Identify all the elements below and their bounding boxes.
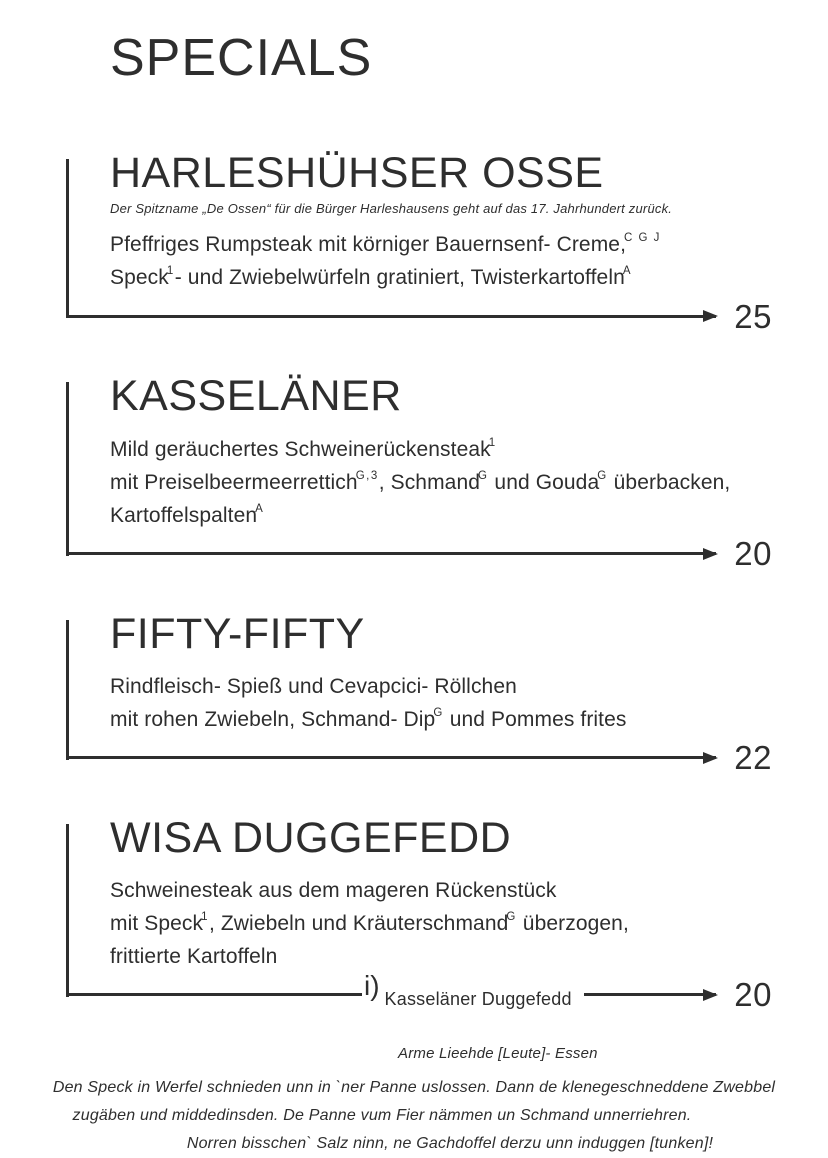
menu-item-title: FIFTY-FIFTY [110, 609, 365, 658]
description-text: Schweinesteak aus dem mageren Rückenstück [110, 878, 557, 902]
allergen-superscript: G,3 [355, 469, 379, 482]
description-text: mit Preiselbeermeerrettich [110, 470, 358, 494]
menu-item [0, 372, 828, 573]
description-text: Pfeffriges Rumpsteak mit körniger Bauernsenf- Creme, [110, 233, 627, 257]
allergen-superscript: G [478, 469, 489, 482]
description-text: Rindfleisch- Spieß und Cevapcici- Röllchen [110, 674, 517, 698]
allergen-superscript: G [433, 706, 444, 719]
price-line-first-segment [66, 993, 362, 996]
price-row [66, 969, 772, 1015]
price-line [584, 993, 717, 996]
arrow-right-icon [703, 548, 718, 560]
allergen-superscript: 1 [166, 265, 175, 278]
recipe-footer-line: Norren bisschen` Salz ninn, ne Gachdoffel derzu unn induggen [tunken]! [186, 1134, 714, 1152]
description-line [110, 433, 828, 466]
menu-item-description [0, 433, 828, 532]
bracket-line [66, 382, 69, 555]
price-row [66, 534, 772, 574]
allergen-superscript: C G J [624, 232, 661, 245]
description-text: mit Speck [110, 911, 204, 935]
page-title: SPECIALS [110, 29, 373, 87]
description-text: Kartoffelspalten [110, 503, 258, 527]
description-line [110, 940, 828, 973]
menu-item-title: KASSELÄNER [110, 372, 402, 421]
menu-item-description [0, 670, 828, 736]
description-text: frittierte Kartoffeln [110, 944, 278, 968]
price-value: 25 [734, 297, 772, 335]
price-line [66, 552, 716, 555]
description-text: und Gouda [488, 470, 600, 494]
price-value: 20 [734, 535, 772, 572]
description-text: überzogen, [516, 911, 629, 935]
description-line [110, 228, 828, 261]
recipe-footer [0, 1074, 828, 1158]
description-text: , Zwiebeln und Kräuterschmand [209, 911, 509, 935]
bracket-line [66, 620, 69, 760]
price-note-marker: i) [364, 969, 380, 1001]
arrow-right-icon [703, 310, 718, 322]
bracket-line [66, 824, 69, 997]
description-text: überbacken, [607, 470, 731, 494]
price-value: 20 [734, 976, 772, 1014]
bracket-line [66, 159, 69, 318]
description-line [110, 874, 828, 907]
description-text: , Schmand [378, 470, 481, 494]
recipe-footer-line: Den Speck in Werfel schnieden unn in `ner Panne uslossen. Dann de klenegeschneddene Zwebbel [52, 1078, 776, 1096]
arrow-right-icon [703, 989, 718, 1001]
description-line [110, 499, 828, 532]
allergen-superscript: G [506, 910, 517, 923]
description-text: Mild geräuchertes Schweinerückensteak [110, 437, 491, 461]
description-line [110, 466, 828, 499]
allergen-superscript: 1 [488, 436, 497, 449]
menu-item-title: WISA DUGGEFEDD [110, 813, 512, 862]
menu-items [0, 149, 828, 1062]
description-text: Speck [110, 266, 169, 290]
allergen-superscript: A [255, 502, 265, 515]
price-value: 22 [734, 739, 772, 777]
menu-item-title: HARLESHÜHSER OSSE [110, 149, 604, 198]
description-text: und Pommes frites [443, 707, 627, 731]
menu-item [0, 149, 828, 336]
menu-item-description [0, 228, 828, 294]
price-subnote: Arme Lieehde [Leute]- Essen [398, 1044, 598, 1062]
description-line [110, 907, 828, 940]
description-line [110, 670, 828, 703]
description-line [110, 261, 828, 294]
description-line [110, 703, 828, 736]
description-text: mit rohen Zwiebeln, Schmand- Dip [110, 707, 436, 731]
price-line [66, 315, 716, 318]
recipe-footer-line: zugäben und middedinsden. De Panne vum Fier nämmen un Schmand unnerriehren. [72, 1106, 692, 1124]
menu-item-subtitle: Der Spitzname „De Ossen“ für die Bürger Harleshausens geht auf das 17. Jahrhundert zurück. [110, 201, 673, 217]
price-note-label: Kasseläner Duggefedd [384, 989, 572, 1010]
menu-item [0, 814, 828, 1015]
price-row [66, 738, 772, 778]
arrow-right-icon [703, 752, 718, 764]
description-text: - und Zwiebelwürfeln gratiniert, Twisterkartoffeln [174, 266, 625, 290]
price-row [66, 296, 772, 336]
menu-item-description [0, 874, 828, 973]
allergen-superscript: G [597, 469, 608, 482]
allergen-superscript: 1 [201, 910, 209, 923]
allergen-superscript: A [622, 265, 633, 278]
menu-item [0, 610, 828, 778]
price-line [66, 756, 716, 759]
